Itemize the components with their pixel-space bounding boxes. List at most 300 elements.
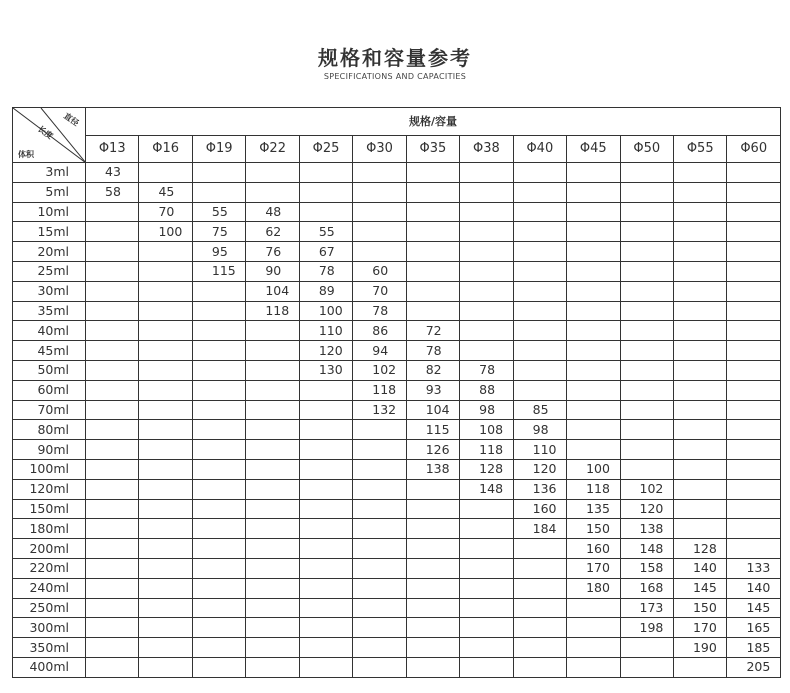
capacity-cell xyxy=(460,499,513,519)
capacity-cell xyxy=(567,360,620,380)
capacity-cell xyxy=(567,440,620,460)
capacity-cell xyxy=(567,598,620,618)
capacity-cell xyxy=(673,341,726,361)
capacity-cell xyxy=(513,380,566,400)
capacity-cell xyxy=(86,281,139,301)
capacity-cell xyxy=(86,440,139,460)
capacity-cell: 102 xyxy=(353,360,406,380)
volume-cell: 80ml xyxy=(13,420,86,440)
capacity-cell xyxy=(406,242,459,262)
capacity-cell xyxy=(192,638,245,658)
capacity-cell xyxy=(86,301,139,321)
capacity-cell xyxy=(299,578,352,598)
capacity-cell xyxy=(673,321,726,341)
page-title: 规格和容量参考 xyxy=(318,46,472,70)
corner-length-label: 长度 xyxy=(36,124,55,141)
capacity-cell xyxy=(727,380,781,400)
capacity-cell xyxy=(86,657,139,677)
capacity-cell xyxy=(460,638,513,658)
volume-cell: 3ml xyxy=(13,163,86,183)
capacity-cell xyxy=(727,163,781,183)
capacity-cell xyxy=(406,598,459,618)
table-row xyxy=(13,360,781,380)
capacity-cell xyxy=(406,618,459,638)
capacity-cell xyxy=(246,618,299,638)
capacity-cell xyxy=(246,182,299,202)
table-row xyxy=(13,163,781,183)
capacity-cell xyxy=(620,202,673,222)
capacity-cell: 95 xyxy=(192,242,245,262)
capacity-cell xyxy=(353,242,406,262)
volume-cell: 15ml xyxy=(13,222,86,242)
capacity-cell xyxy=(246,657,299,677)
capacity-cell xyxy=(299,618,352,638)
volume-cell: 220ml xyxy=(13,558,86,578)
capacity-cell xyxy=(567,657,620,677)
capacity-cell xyxy=(192,380,245,400)
capacity-cell: 118 xyxy=(460,440,513,460)
diameter-header-cell: Φ55 xyxy=(673,136,726,163)
capacity-cell: 158 xyxy=(620,558,673,578)
diameter-header-cell: Φ50 xyxy=(620,136,673,163)
capacity-cell xyxy=(513,598,566,618)
spec-table xyxy=(12,107,781,678)
page-subtitle: SPECIFICATIONS AND CAPACITIES xyxy=(323,72,467,81)
capacity-cell: 70 xyxy=(139,202,192,222)
capacity-cell xyxy=(246,459,299,479)
capacity-cell xyxy=(353,222,406,242)
volume-cell: 60ml xyxy=(13,380,86,400)
capacity-cell xyxy=(460,301,513,321)
capacity-cell xyxy=(460,539,513,559)
capacity-cell xyxy=(86,380,139,400)
capacity-cell xyxy=(139,420,192,440)
capacity-cell: 145 xyxy=(727,598,781,618)
capacity-cell xyxy=(567,400,620,420)
capacity-cell xyxy=(86,321,139,341)
capacity-cell xyxy=(139,578,192,598)
capacity-cell: 75 xyxy=(192,222,245,242)
capacity-cell: 115 xyxy=(192,261,245,281)
capacity-cell xyxy=(192,400,245,420)
capacity-cell xyxy=(513,163,566,183)
capacity-cell: 76 xyxy=(246,242,299,262)
capacity-cell xyxy=(673,380,726,400)
capacity-cell: 110 xyxy=(299,321,352,341)
capacity-cell xyxy=(727,459,781,479)
diameter-header-cell: Φ22 xyxy=(246,136,299,163)
capacity-cell xyxy=(620,261,673,281)
capacity-cell xyxy=(353,499,406,519)
capacity-cell xyxy=(673,261,726,281)
capacity-cell: 100 xyxy=(567,459,620,479)
capacity-cell: 165 xyxy=(727,618,781,638)
capacity-cell xyxy=(299,519,352,539)
capacity-cell xyxy=(139,499,192,519)
capacity-cell: 85 xyxy=(513,400,566,420)
capacity-cell xyxy=(246,598,299,618)
capacity-cell xyxy=(353,440,406,460)
capacity-cell: 160 xyxy=(513,499,566,519)
capacity-cell: 136 xyxy=(513,479,566,499)
capacity-cell xyxy=(673,163,726,183)
diameter-header-row xyxy=(13,136,781,163)
capacity-cell: 198 xyxy=(620,618,673,638)
capacity-cell xyxy=(567,261,620,281)
capacity-cell xyxy=(86,360,139,380)
capacity-cell xyxy=(139,479,192,499)
capacity-cell xyxy=(353,479,406,499)
capacity-cell xyxy=(620,182,673,202)
capacity-cell xyxy=(86,499,139,519)
capacity-cell xyxy=(567,182,620,202)
capacity-cell xyxy=(620,222,673,242)
capacity-cell xyxy=(192,618,245,638)
capacity-cell xyxy=(299,182,352,202)
capacity-cell xyxy=(406,539,459,559)
capacity-cell xyxy=(299,479,352,499)
capacity-cell: 170 xyxy=(567,558,620,578)
capacity-cell: 148 xyxy=(460,479,513,499)
capacity-cell xyxy=(86,242,139,262)
capacity-cell: 126 xyxy=(406,440,459,460)
volume-cell: 10ml xyxy=(13,202,86,222)
capacity-cell: 205 xyxy=(727,657,781,677)
corner-diameter-label: 直径 xyxy=(62,111,81,128)
capacity-cell xyxy=(299,400,352,420)
capacity-cell xyxy=(620,163,673,183)
table-row xyxy=(13,598,781,618)
capacity-cell: 108 xyxy=(460,420,513,440)
capacity-cell xyxy=(139,558,192,578)
volume-cell: 45ml xyxy=(13,341,86,361)
capacity-cell xyxy=(620,281,673,301)
capacity-cell xyxy=(406,638,459,658)
capacity-cell: 138 xyxy=(620,519,673,539)
capacity-cell: 48 xyxy=(246,202,299,222)
capacity-cell xyxy=(299,440,352,460)
capacity-cell xyxy=(192,341,245,361)
capacity-cell xyxy=(139,301,192,321)
capacity-cell xyxy=(673,440,726,460)
capacity-cell xyxy=(460,182,513,202)
capacity-cell xyxy=(406,301,459,321)
capacity-cell xyxy=(192,420,245,440)
capacity-cell xyxy=(192,440,245,460)
capacity-cell: 140 xyxy=(727,578,781,598)
capacity-cell xyxy=(513,539,566,559)
capacity-cell xyxy=(513,261,566,281)
capacity-cell xyxy=(299,558,352,578)
table-row xyxy=(13,519,781,539)
capacity-cell xyxy=(246,519,299,539)
capacity-cell xyxy=(246,400,299,420)
capacity-cell xyxy=(620,420,673,440)
capacity-cell xyxy=(673,182,726,202)
capacity-cell xyxy=(727,301,781,321)
capacity-cell xyxy=(567,321,620,341)
capacity-cell: 135 xyxy=(567,499,620,519)
capacity-cell xyxy=(299,420,352,440)
capacity-cell: 55 xyxy=(192,202,245,222)
capacity-cell: 110 xyxy=(513,440,566,460)
capacity-cell: 102 xyxy=(620,479,673,499)
capacity-cell: 78 xyxy=(460,360,513,380)
volume-cell: 70ml xyxy=(13,400,86,420)
capacity-cell xyxy=(353,420,406,440)
capacity-cell: 78 xyxy=(299,261,352,281)
capacity-cell: 67 xyxy=(299,242,352,262)
capacity-cell: 100 xyxy=(139,222,192,242)
table-row xyxy=(13,301,781,321)
table-row xyxy=(13,499,781,519)
capacity-cell xyxy=(192,163,245,183)
capacity-cell: 72 xyxy=(406,321,459,341)
capacity-cell xyxy=(620,360,673,380)
capacity-cell xyxy=(513,360,566,380)
table-row xyxy=(13,459,781,479)
capacity-cell xyxy=(460,222,513,242)
volume-cell: 350ml xyxy=(13,638,86,658)
capacity-cell xyxy=(727,440,781,460)
diameter-header-cell: Φ16 xyxy=(139,136,192,163)
capacity-cell xyxy=(727,242,781,262)
capacity-cell xyxy=(299,539,352,559)
volume-cell: 150ml xyxy=(13,499,86,519)
capacity-cell xyxy=(353,657,406,677)
group-header-cell: 规格/容量 xyxy=(86,108,781,136)
capacity-cell xyxy=(299,380,352,400)
capacity-cell xyxy=(727,539,781,559)
capacity-cell xyxy=(353,598,406,618)
capacity-cell: 100 xyxy=(299,301,352,321)
capacity-cell xyxy=(567,341,620,361)
capacity-cell xyxy=(673,202,726,222)
table-row xyxy=(13,182,781,202)
capacity-cell xyxy=(460,163,513,183)
capacity-cell xyxy=(86,638,139,658)
capacity-cell: 104 xyxy=(406,400,459,420)
capacity-cell xyxy=(406,182,459,202)
capacity-cell xyxy=(620,459,673,479)
capacity-cell xyxy=(299,657,352,677)
capacity-cell xyxy=(86,261,139,281)
capacity-cell xyxy=(246,499,299,519)
capacity-cell xyxy=(353,558,406,578)
capacity-cell xyxy=(673,222,726,242)
capacity-cell xyxy=(460,519,513,539)
capacity-cell: 45 xyxy=(139,182,192,202)
capacity-cell xyxy=(727,400,781,420)
capacity-cell: 150 xyxy=(567,519,620,539)
capacity-cell xyxy=(460,598,513,618)
capacity-cell xyxy=(299,638,352,658)
capacity-cell xyxy=(192,281,245,301)
capacity-cell: 98 xyxy=(460,400,513,420)
capacity-cell: 132 xyxy=(353,400,406,420)
capacity-cell xyxy=(192,459,245,479)
capacity-cell xyxy=(567,618,620,638)
capacity-cell xyxy=(86,341,139,361)
capacity-cell xyxy=(139,400,192,420)
volume-cell: 300ml xyxy=(13,618,86,638)
diameter-header-cell: Φ13 xyxy=(86,136,139,163)
capacity-cell xyxy=(406,281,459,301)
capacity-cell xyxy=(460,242,513,262)
capacity-cell xyxy=(192,578,245,598)
capacity-cell xyxy=(567,380,620,400)
volume-cell: 5ml xyxy=(13,182,86,202)
capacity-cell xyxy=(86,202,139,222)
table-row xyxy=(13,202,781,222)
capacity-cell xyxy=(246,163,299,183)
capacity-cell xyxy=(139,459,192,479)
capacity-cell xyxy=(86,222,139,242)
capacity-cell: 43 xyxy=(86,163,139,183)
volume-cell: 20ml xyxy=(13,242,86,262)
capacity-cell xyxy=(246,440,299,460)
capacity-cell xyxy=(246,539,299,559)
capacity-cell: 118 xyxy=(567,479,620,499)
capacity-cell xyxy=(673,420,726,440)
capacity-cell: 184 xyxy=(513,519,566,539)
capacity-cell xyxy=(727,360,781,380)
capacity-cell xyxy=(86,459,139,479)
capacity-cell xyxy=(567,638,620,658)
capacity-cell xyxy=(727,182,781,202)
capacity-cell xyxy=(246,479,299,499)
capacity-cell xyxy=(353,539,406,559)
capacity-cell: 82 xyxy=(406,360,459,380)
capacity-cell xyxy=(86,400,139,420)
capacity-cell xyxy=(246,321,299,341)
capacity-cell xyxy=(460,558,513,578)
capacity-cell xyxy=(139,281,192,301)
table-row xyxy=(13,657,781,677)
capacity-cell xyxy=(727,420,781,440)
capacity-cell xyxy=(86,539,139,559)
capacity-cell: 180 xyxy=(567,578,620,598)
diameter-header-cell: Φ38 xyxy=(460,136,513,163)
capacity-cell xyxy=(460,657,513,677)
capacity-cell xyxy=(86,519,139,539)
capacity-cell xyxy=(513,341,566,361)
capacity-cell: 55 xyxy=(299,222,352,242)
capacity-cell xyxy=(246,360,299,380)
capacity-cell xyxy=(620,380,673,400)
capacity-cell xyxy=(192,301,245,321)
capacity-cell: 104 xyxy=(246,281,299,301)
capacity-cell: 128 xyxy=(673,539,726,559)
volume-cell: 120ml xyxy=(13,479,86,499)
table-row xyxy=(13,618,781,638)
capacity-cell: 90 xyxy=(246,261,299,281)
capacity-cell xyxy=(620,341,673,361)
capacity-cell: 140 xyxy=(673,558,726,578)
capacity-cell xyxy=(673,499,726,519)
capacity-cell xyxy=(620,657,673,677)
capacity-cell xyxy=(246,380,299,400)
capacity-cell xyxy=(406,163,459,183)
capacity-cell xyxy=(460,202,513,222)
capacity-cell xyxy=(620,321,673,341)
capacity-cell xyxy=(139,519,192,539)
capacity-cell xyxy=(513,222,566,242)
capacity-cell: 168 xyxy=(620,578,673,598)
diameter-header-cell: Φ60 xyxy=(727,136,781,163)
table-row xyxy=(13,222,781,242)
table-row xyxy=(13,558,781,578)
capacity-cell xyxy=(460,578,513,598)
volume-cell: 50ml xyxy=(13,360,86,380)
volume-cell: 30ml xyxy=(13,281,86,301)
capacity-cell xyxy=(139,360,192,380)
capacity-cell xyxy=(673,400,726,420)
capacity-cell xyxy=(353,618,406,638)
diameter-header-cell: Φ30 xyxy=(353,136,406,163)
volume-cell: 240ml xyxy=(13,578,86,598)
capacity-cell xyxy=(406,558,459,578)
capacity-cell: 145 xyxy=(673,578,726,598)
capacity-cell xyxy=(353,182,406,202)
capacity-cell xyxy=(567,281,620,301)
capacity-cell xyxy=(139,321,192,341)
volume-cell: 180ml xyxy=(13,519,86,539)
capacity-cell: 148 xyxy=(620,539,673,559)
capacity-cell xyxy=(460,281,513,301)
capacity-cell xyxy=(139,440,192,460)
table-row xyxy=(13,380,781,400)
group-header-row xyxy=(13,108,781,136)
capacity-cell xyxy=(192,539,245,559)
capacity-cell: 173 xyxy=(620,598,673,618)
capacity-cell xyxy=(567,222,620,242)
diameter-header-cell: Φ19 xyxy=(192,136,245,163)
capacity-cell xyxy=(86,558,139,578)
capacity-cell xyxy=(406,222,459,242)
capacity-cell: 120 xyxy=(513,459,566,479)
capacity-cell: 115 xyxy=(406,420,459,440)
capacity-cell xyxy=(513,242,566,262)
table-row xyxy=(13,638,781,658)
capacity-cell: 94 xyxy=(353,341,406,361)
capacity-cell xyxy=(192,598,245,618)
capacity-cell xyxy=(727,519,781,539)
capacity-cell: 160 xyxy=(567,539,620,559)
capacity-cell: 62 xyxy=(246,222,299,242)
capacity-cell xyxy=(86,618,139,638)
capacity-cell xyxy=(353,638,406,658)
capacity-cell: 130 xyxy=(299,360,352,380)
capacity-cell xyxy=(86,479,139,499)
capacity-cell xyxy=(246,420,299,440)
capacity-cell: 133 xyxy=(727,558,781,578)
table-row xyxy=(13,321,781,341)
table-row xyxy=(13,440,781,460)
capacity-cell xyxy=(620,301,673,321)
capacity-cell xyxy=(192,321,245,341)
capacity-cell xyxy=(673,281,726,301)
table-row xyxy=(13,578,781,598)
capacity-cell: 93 xyxy=(406,380,459,400)
capacity-cell: 185 xyxy=(727,638,781,658)
capacity-cell xyxy=(353,519,406,539)
capacity-cell xyxy=(673,519,726,539)
capacity-cell: 70 xyxy=(353,281,406,301)
capacity-cell xyxy=(620,400,673,420)
capacity-cell xyxy=(353,202,406,222)
capacity-cell: 89 xyxy=(299,281,352,301)
